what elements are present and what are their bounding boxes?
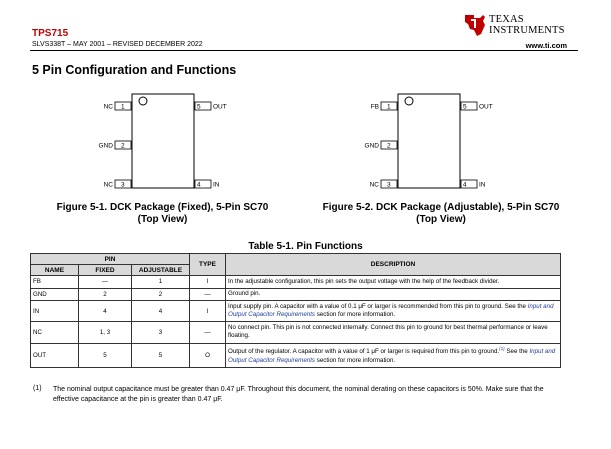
pin-3-name: NC <box>103 181 113 189</box>
fixed-package-diagram <box>85 92 245 192</box>
pin-4-name: IN <box>479 181 486 189</box>
footnote-text: The nominal output capacitance must be greater than 0.47 μF. Throughout this document, the nominal derating on these capacitors is 50%. Make sure that the effective capacitance at the pin is greater than 0.47 μF. <box>53 386 544 403</box>
pin-2-name: GND <box>98 142 113 150</box>
footnote-ref-link[interactable]: (1) <box>499 346 505 352</box>
pin-1-name: FB <box>370 103 379 111</box>
pin-4-number: 4 <box>197 181 201 189</box>
pin-5-name: OUT <box>479 103 493 111</box>
pin-1-number: 1 <box>387 103 391 111</box>
capacitor-requirements-link[interactable]: Input and Output Capacitor Requirements <box>228 348 556 364</box>
pin-5-number: 5 <box>463 103 467 111</box>
table-row: IN 4 4 I Input supply pin. A capacitor with a value of 0.1 μF or larger is recommended from this pin to ground. See the Input and Output Capacitor Requirements section for more information. <box>31 301 561 322</box>
fixed-header: FIXED <box>79 265 132 276</box>
pin-4-name: IN <box>213 181 220 189</box>
pin-4-number: 4 <box>463 181 467 189</box>
pin-2-name: GND <box>364 142 379 150</box>
table-title: Table 5-1. Pin Functions <box>248 241 363 252</box>
pin-2-number: 2 <box>387 142 391 150</box>
revision-info: SLVS338T – MAY 2001 – REVISED DECEMBER 2022 <box>32 41 203 48</box>
pin-header: PIN <box>31 254 190 265</box>
table-row: FB — 1 I In the adjustable configuration, this pin sets the output voltage with the help of the feedback divider. <box>31 276 561 289</box>
pin-functions-table <box>30 253 561 368</box>
adjustable-package-diagram <box>351 92 511 192</box>
figure-2-caption: Figure 5-2. DCK Package (Adjustable), 5-Pin SC70 (Top View) <box>322 202 560 225</box>
table-row: OUT 5 5 O Output of the regulator. A capacitor with a value of 1 μF or larger is required from this pin to ground.$^{(1)}$ See the Input and Output Capacitor Requirements section for more information. <box>31 343 561 367</box>
pin-1-number: 1 <box>121 103 125 111</box>
footnote-marker: (1) <box>33 385 42 392</box>
pin-2-number: 2 <box>121 142 125 150</box>
company-name: TEXAS INSTRUMENTS <box>489 14 565 36</box>
figure-1-caption: Figure 5-1. DCK Package (Fixed), 5-Pin SC70 (Top View) <box>56 202 269 225</box>
adjustable-header: ADJUSTABLE <box>132 265 190 276</box>
part-number: TPS715 <box>32 28 69 39</box>
pin-3-number: 3 <box>121 181 125 189</box>
pin-1-name: NC <box>103 103 113 111</box>
section-title: 5 Pin Configuration and Functions <box>32 63 237 77</box>
table-row: NC 1, 3 3 — No connect pin. This pin is not connected internally. Connect this pin to ground for best thermal performance or leave floating. <box>31 322 561 343</box>
pin-5-number: 5 <box>197 103 201 111</box>
table-row: GND 2 2 — Ground pin. <box>31 288 561 301</box>
pin-3-name: NC <box>369 181 379 189</box>
website-url[interactable]: www.ti.com <box>525 41 567 50</box>
type-header: TYPE <box>190 254 226 276</box>
pin-5-name: OUT <box>213 103 227 111</box>
name-header: NAME <box>31 265 79 276</box>
description-header: DESCRIPTION <box>226 254 561 276</box>
pin-3-number: 3 <box>387 181 391 189</box>
capacitor-requirements-link[interactable]: Input and Output Capacitor Requirements <box>228 302 554 319</box>
header-divider <box>30 50 578 51</box>
